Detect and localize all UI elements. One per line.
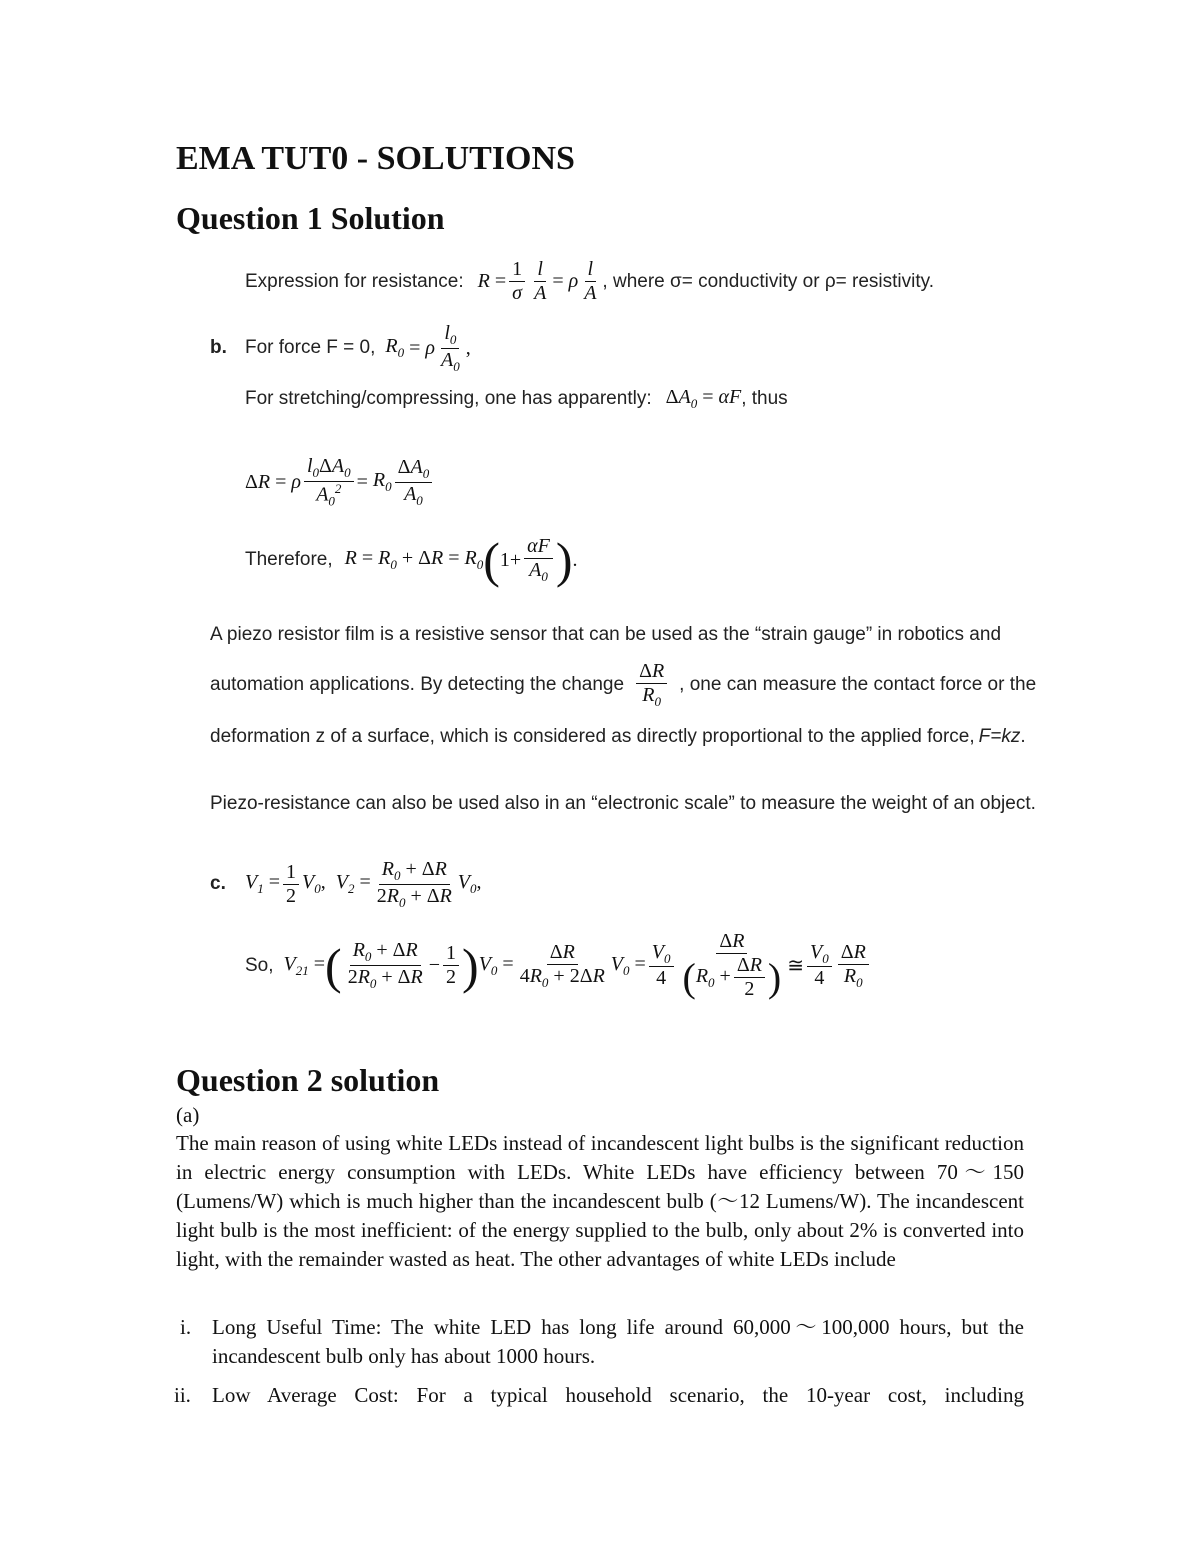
resistance-expression: Expression for resistance: R = $\frac{1}{\sigma}$ $\frac{l}{A}$ = ρ $\frac{l}{A}$ , where σ= conductivity or ρ= resistivity. (245, 258, 934, 304)
page-title: EMA TUT0 - SOLUTIONS (176, 140, 575, 177)
therefore-equation: Therefore, $R = R_0 + \Delta R = R_0$ ( 1+ $\frac{\alpha F}{A_0}$ ) . (245, 532, 578, 588)
part-b-text: For force F = 0, (245, 337, 376, 359)
list-item-marker: ii. (174, 1383, 191, 1407)
therefore-label: Therefore, (245, 549, 333, 570)
expression-label: Expression for resistance: (245, 270, 464, 292)
expression-where: , where σ= conductivity or ρ= resistivity. (602, 270, 934, 292)
delta-r-equation: ΔR = ρ $\frac{l_0\Delta A_0}{A_0^2}$ = $R_0$ $\frac{\Delta A_0}{A_0}$ (245, 455, 435, 510)
piezo-line-3-text: deformation z of a surface, which is considered as directly proportional to the applied force, (210, 726, 975, 747)
force-formula: F=kz (978, 726, 1021, 747)
piezo-line-1: A piezo resistor film is a resistive sensor that can be used as the “strain gauge” in robotics and (210, 624, 1002, 645)
piezo-line-2-end: , one can measure the contact force or the (679, 673, 1037, 695)
so-equation: So, $V_{21}$ = ( $\frac{R_0 + \Delta R}{2R_0 + \Delta R}$ − $\frac{1}{2}$ ) $V_0$ = $\frac{\Delta R}{4R_0 + 2\Delta R}$ $V_0$ = $\frac{V_0}{4}$ ΔR ( $R_0$ + $\frac{\Delta R}{2}$ ) ≅ $\frac{V_0}{4}$ $\frac{\Delta R}{R_0}$ (245, 930, 872, 1001)
question-2-paragraph: The main reason of using white LEDs instead of incandescent light bulbs is the significant reduction in electric energy consumption with LEDs. White LEDs have efficiency between 70～150 (Lumens/W) which is much higher than the incandescent bulb (～12 Lumens/W). The incandescent light bulb is the most inefficient: of the energy supplied to the bulb, only about 2% is converted into light, with the remainder wasted as heat. The other advantages of white LEDs include (176, 1131, 1024, 1271)
so-label: So, (245, 954, 274, 976)
part-c-label: c. (210, 873, 226, 895)
question-1-heading: Question 1 Solution (176, 200, 445, 236)
piezo-line-2-text: automation applications. By detecting the change (210, 673, 625, 695)
list-item: Long Useful Time: The white LED has long life around 60,000～100,000 hours, but the incandescent bulb only has about 1000 hours. (212, 1315, 1024, 1368)
piezo-line-3: deformation z of a surface, which is considered as directly proportional to the applied force, F=kz. (210, 726, 1026, 747)
part-b-force: b. For force F = 0, $R_0$ = ρ $\frac{l_0}{A_0}$ , (210, 322, 471, 374)
stretching-statement: For stretching/compressing, one has apparently: $\Delta A_0 = \alpha F$ , thus (245, 386, 788, 411)
stretching-text: For stretching/compressing, one has apparently: (245, 388, 652, 409)
piezo-line-2: automation applications. By detecting the change $\frac{\Delta R}{R_0}$ , one can measure the contact force or the (210, 660, 1037, 709)
list-item: Low Average Cost: For a typical household scenario, the 10-year cost, including (212, 1383, 1024, 1407)
part-b-label: b. (210, 337, 227, 359)
question-2-part-a: (a) (176, 1103, 200, 1127)
question-2-heading: Question 2 solution (176, 1062, 440, 1098)
part-c-voltages: c. $V_1$ = $\frac{1}{2}$ $V_0$, $V_2$ = $\frac{R_0 + \Delta R}{2R_0 + \Delta R}$ $V_0$, (210, 858, 482, 910)
stretching-thus: , thus (741, 388, 788, 409)
list-item-marker: i. (180, 1315, 192, 1339)
piezo-scale-text: Piezo-resistance can also be used also in an “electronic scale” to measure the weight of an object. (210, 793, 1036, 814)
